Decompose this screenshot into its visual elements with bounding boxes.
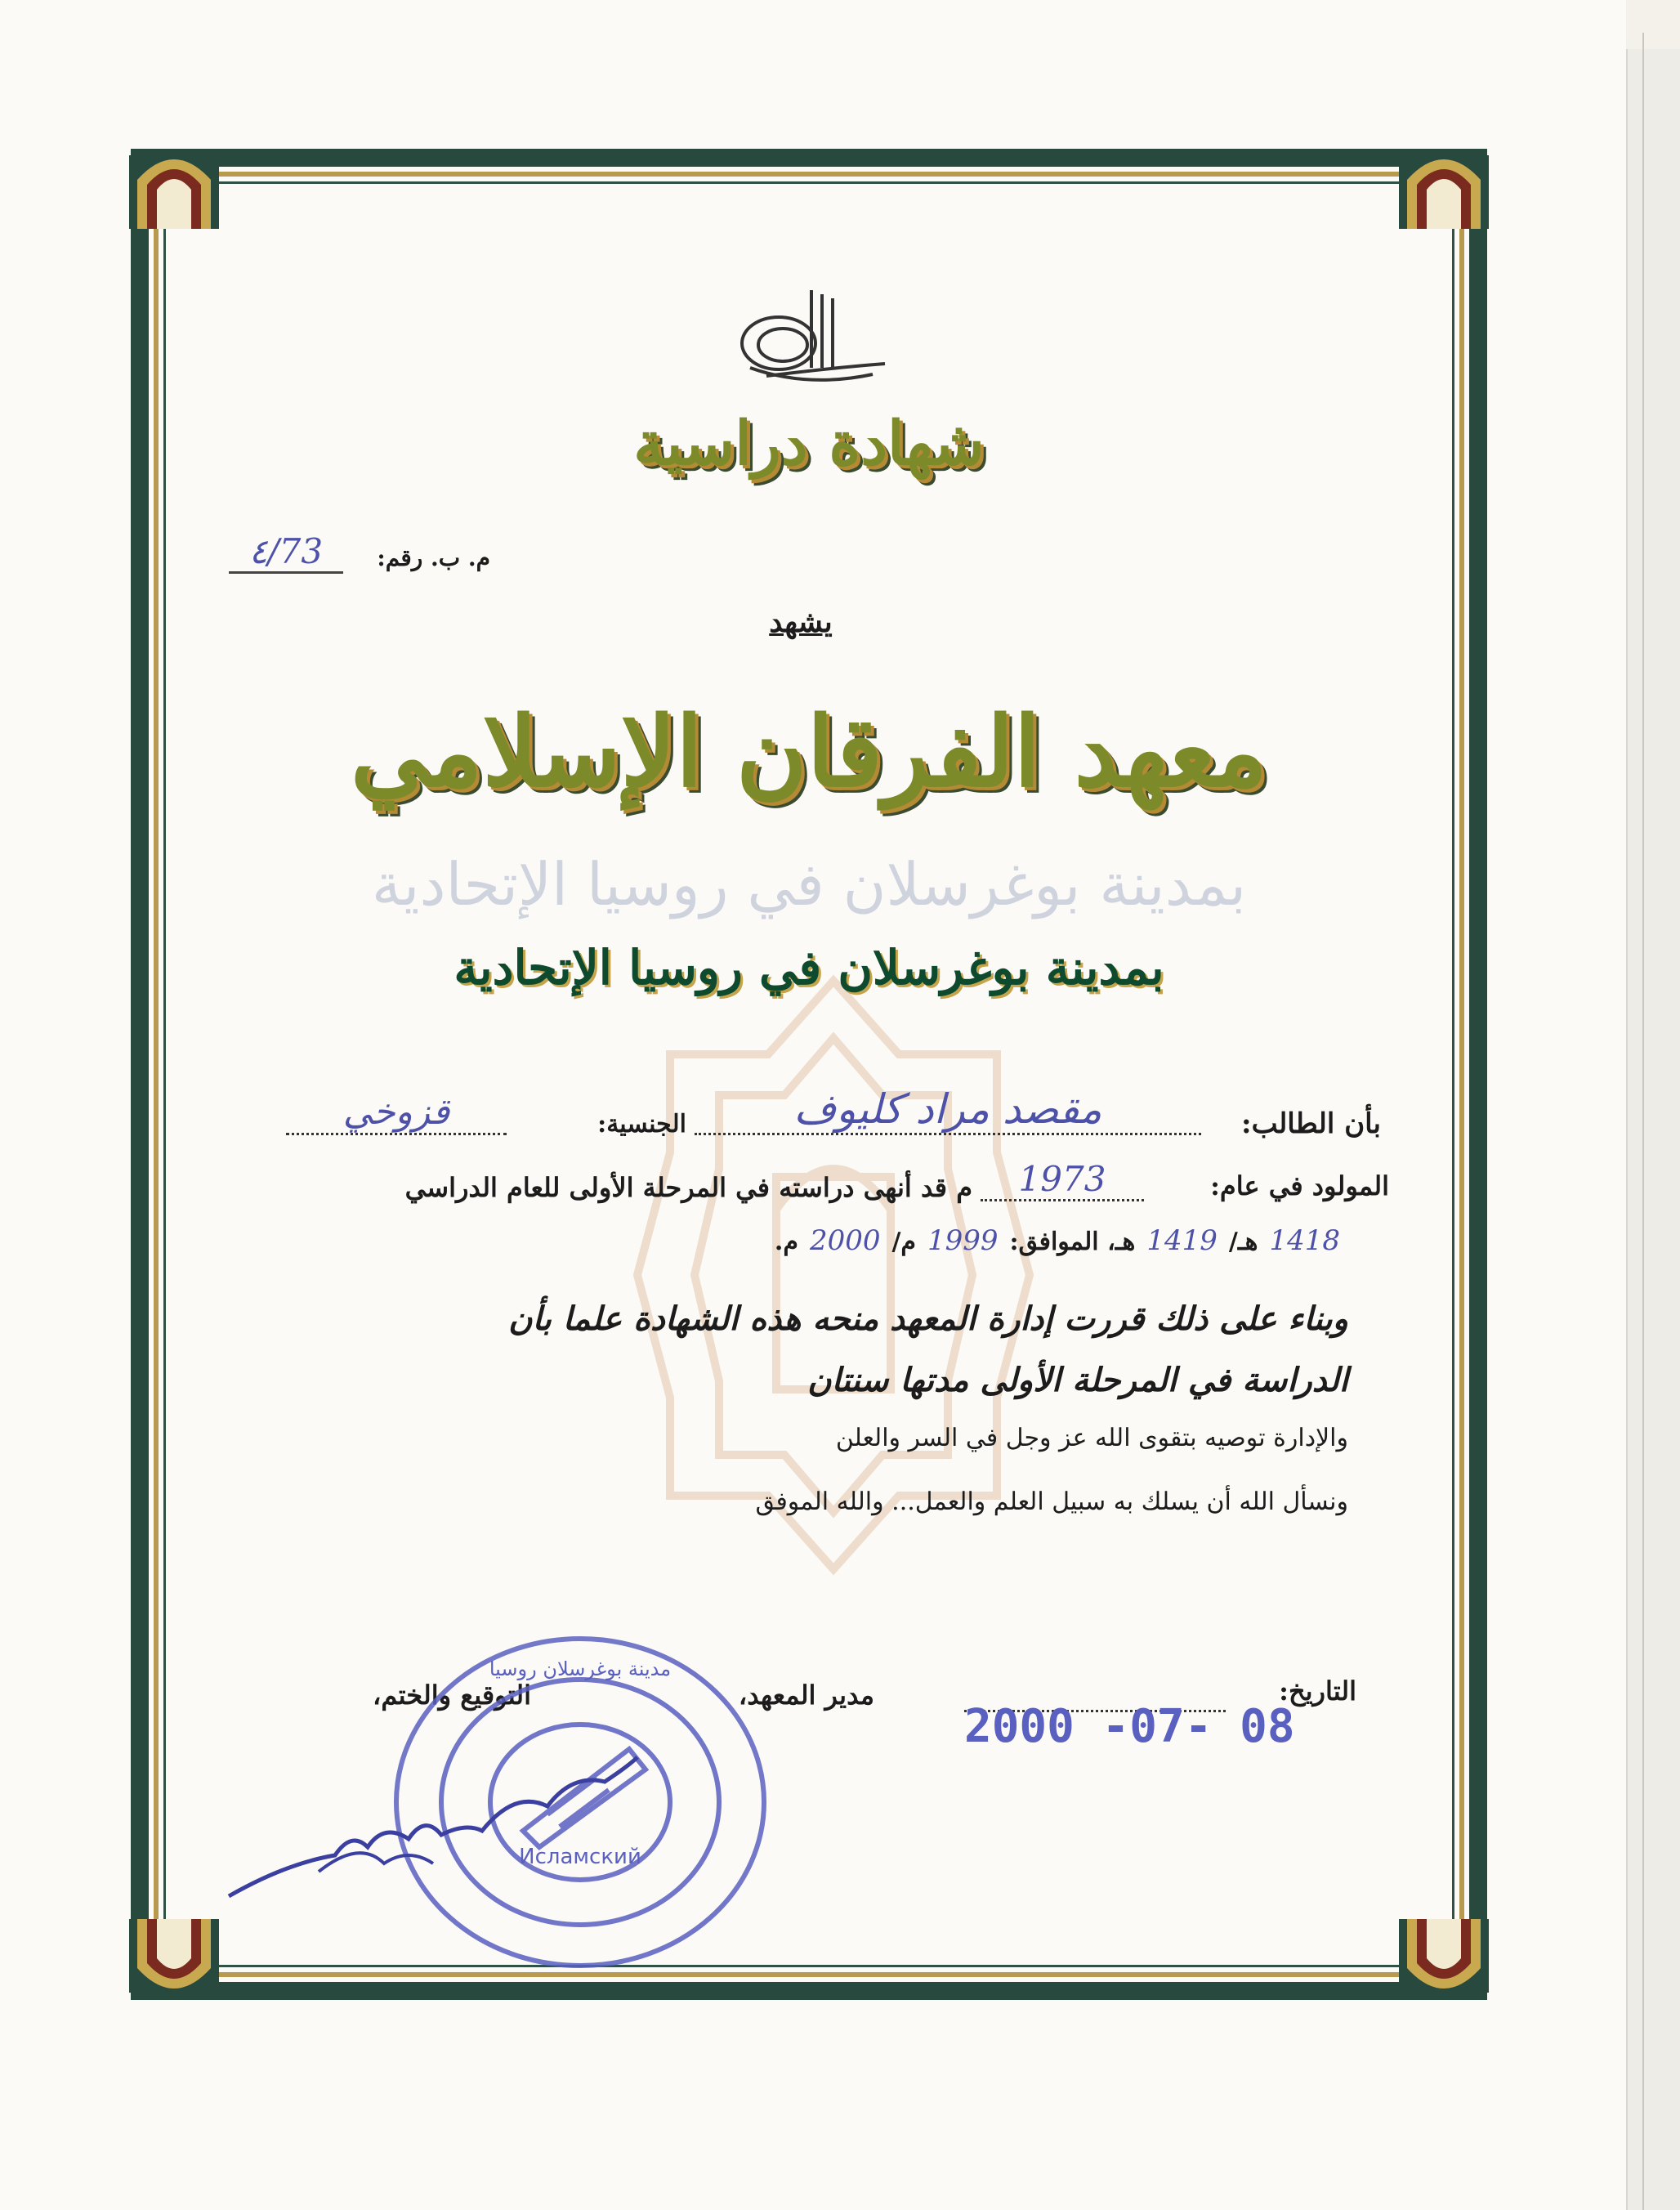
greg-start-suffix: م/ — [891, 1228, 916, 1256]
director-label: مدير المعهد، — [738, 1680, 874, 1711]
decision-line-4: ونسأل الله أن يسلك به سبيل العلم والعمل... والله الموفق — [755, 1488, 1348, 1516]
corner-ornament-top-left — [129, 139, 219, 229]
witness-word: يشهد — [769, 605, 833, 639]
hijri-end-suffix: هـ، الموافق: — [1009, 1228, 1136, 1256]
certificate-title: شهادة دراسية — [633, 409, 985, 479]
page-edge — [1626, 49, 1680, 2210]
hijri-end-year: 1419 — [1146, 1224, 1218, 1257]
reference-number: ٤/73 — [229, 531, 343, 574]
watermark-city-line: بمدينة بوغرسلان في روسيا الإتحادية — [371, 850, 1247, 919]
signature-label: التوقيع والختم، — [373, 1680, 531, 1711]
greg-start-year: 1999 — [927, 1224, 999, 1257]
reference-label: م. ب. رقم: — [377, 544, 490, 571]
decision-line-3: والإدارة توصيه بتقوى الله عز وجل في السر والعلن — [835, 1424, 1348, 1452]
corner-ornament-top-right — [1399, 139, 1489, 229]
student-name: مقصد مراد كليوف — [695, 1085, 1201, 1135]
academic-year-line — [654, 1224, 1340, 1273]
born-year: 1973 — [981, 1159, 1144, 1201]
born-sentence: م قد أنهى دراسته في المرحلة الأولى للعام الدراسي — [404, 1172, 972, 1203]
corner-ornament-bottom-left — [129, 1919, 219, 2009]
student-label: بأن الطالب: — [1241, 1107, 1381, 1140]
corner-ornament-bottom-right — [1399, 1919, 1489, 2009]
page-edge-line — [1642, 33, 1644, 2210]
born-label: المولود في عام: — [1210, 1170, 1389, 1201]
date-label: التاريخ: — [1279, 1675, 1356, 1707]
institute-name: معهد الفرقان الإسلامي — [350, 695, 1268, 808]
nationality-label: الجنسية: — [597, 1110, 686, 1139]
hijri-start-suffix: هـ/ — [1228, 1228, 1258, 1256]
decision-line-2: الدراسة في المرحلة الأولى مدتها سنتان — [807, 1361, 1348, 1399]
tughra-emblem — [734, 286, 889, 392]
city-line: بمدينة بوغرسلان في روسيا الإتحادية — [454, 940, 1164, 995]
nationality-value: قزوخي — [286, 1091, 507, 1135]
decision-line-1: وبناء على ذلك قررت إدارة المعهد منحه هذه الشهادة علما بأن — [508, 1300, 1348, 1338]
greg-end-suffix: م. — [774, 1228, 798, 1256]
hijri-start-year: 1418 — [1269, 1224, 1340, 1257]
stamp-text-ru: Исламский — [519, 1845, 641, 1869]
handwritten-signature — [221, 1741, 646, 1904]
greg-end-year: 2000 — [809, 1224, 881, 1257]
stamp-text-ar: مدينة بوغرسلان روسيا — [489, 1658, 672, 1680]
date-stamp: 2000 -07- 08 — [964, 1700, 1295, 1753]
